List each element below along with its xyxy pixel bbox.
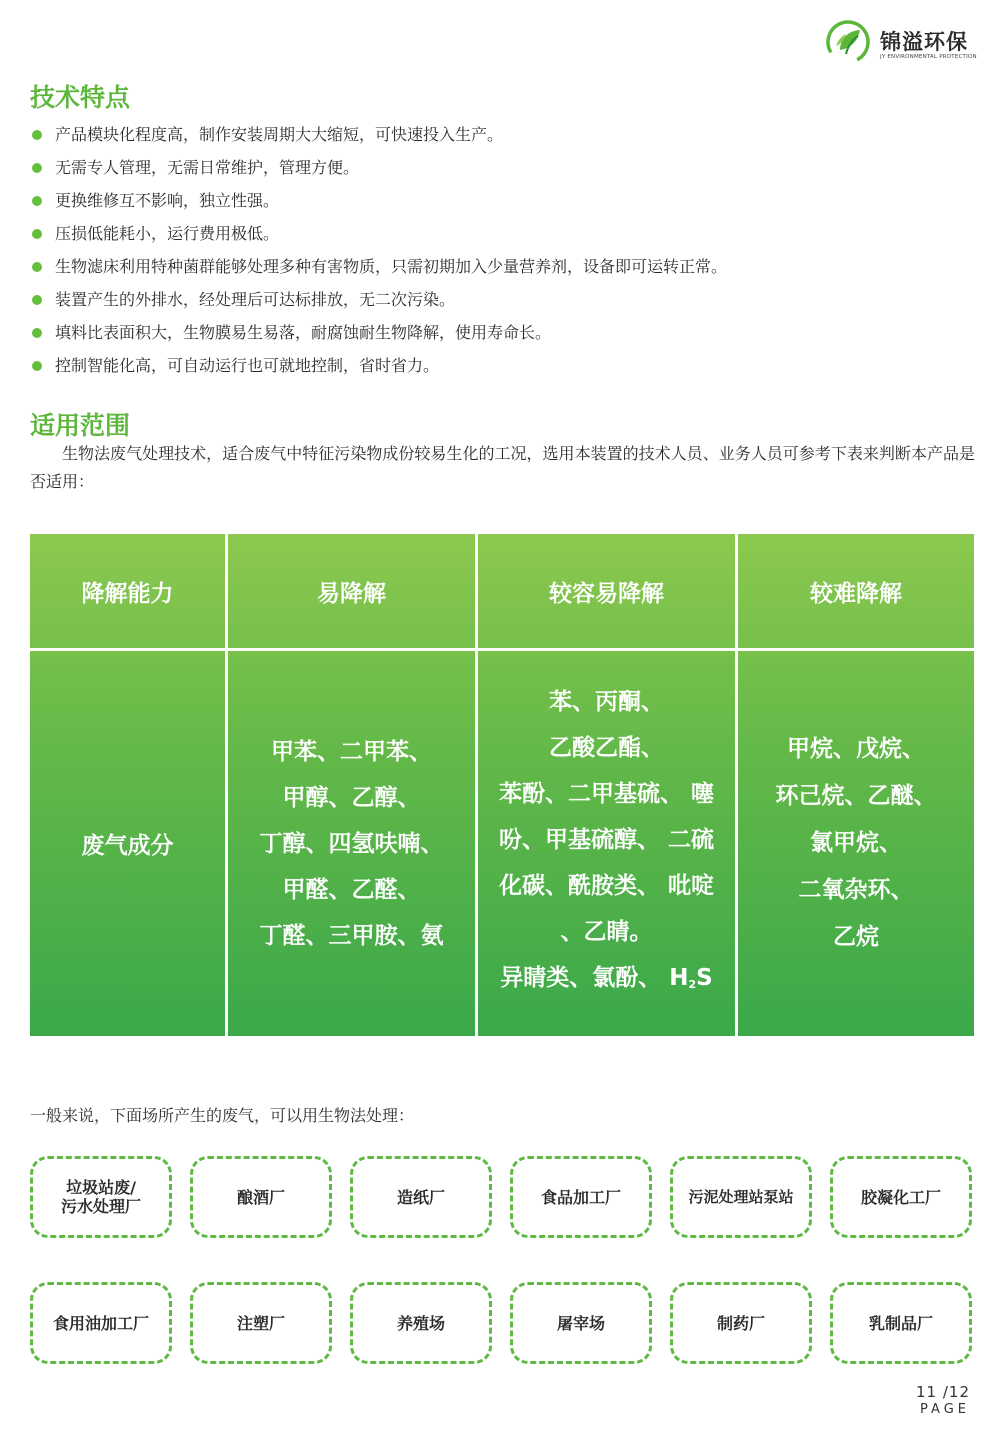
- bullet-icon: [32, 229, 42, 239]
- application-chip: 造纸厂: [350, 1156, 492, 1238]
- degradation-table: [30, 534, 974, 1036]
- table-header-cell: 较难降解: [810, 580, 902, 607]
- feature-item: 填料比表面积大，生物膜易生易落，耐腐蚀耐生物降解，使用寿命长。: [30, 316, 970, 349]
- page-number: 11 /12: [916, 1383, 970, 1401]
- application-chip: 制药厂: [670, 1282, 812, 1364]
- bullet-icon: [32, 295, 42, 305]
- application-chip: 垃圾站废/ 污水处理厂: [30, 1156, 172, 1238]
- table-header-cell: 易降解: [317, 580, 386, 607]
- brand-logo: [826, 20, 976, 66]
- brand-name-en: JY ENVIRONMENTAL PROTECTION: [880, 54, 977, 60]
- table-cell-easy: 甲苯、二甲苯、 甲醇、乙醇、 丁醇、四氢呋喃、 甲醛、乙醛、 丁醛、三甲胺、氨: [259, 738, 444, 949]
- applications-intro: 一般来说，下面场所产生的废气，可以用生物法处理：: [30, 1106, 415, 1125]
- brand-name-cn: 锦溢环保: [880, 30, 968, 54]
- application-chip: 污泥处理站泵站: [670, 1156, 812, 1238]
- bullet-icon: [32, 262, 42, 272]
- bullet-icon: [32, 130, 42, 140]
- scope-title: 适用范围: [30, 411, 131, 440]
- bullet-icon: [32, 196, 42, 206]
- feature-item: 生物滤床利用特种菌群能够处理多种有害物质，只需初期加入少量营养剂，设备即可运转正常。: [30, 250, 970, 283]
- feature-item: 压损低能耗小，运行费用极低。: [30, 217, 970, 250]
- features-title: 技术特点: [30, 83, 131, 112]
- feature-item: 装置产生的外排水，经处理后可达标排放，无二次污染。: [30, 283, 970, 316]
- feature-item: 产品模块化程度高，制作安装周期大大缩短，可快速投入生产。: [30, 118, 970, 151]
- feature-item: 更换维修互不影响，独立性强。: [30, 184, 970, 217]
- table-row-label: 废气成分: [81, 833, 174, 859]
- page-label: PAGE: [920, 1402, 970, 1417]
- application-chip: 食用油加工厂: [30, 1282, 172, 1364]
- application-chip: 屠宰场: [510, 1282, 652, 1364]
- bullet-icon: [32, 328, 42, 338]
- table-header-cell: 较容易降解: [549, 580, 664, 607]
- feature-item: 无需专人管理，无需日常维护，管理方便。: [30, 151, 970, 184]
- application-chip: 食品加工厂: [510, 1156, 652, 1238]
- table-header-cell: 降解能力: [81, 580, 174, 607]
- bullet-icon: [32, 361, 42, 371]
- h2s-line: 异睛类、氯酚、 $H_2S$: [500, 965, 713, 991]
- bullet-icon: [32, 163, 42, 173]
- table-cell-medium: 苯、丙酮、 乙酸乙酯、 苯酚、二甲基硫、 噻 吩、甲基硫醇、 二硫 化碳、酰胺类、 吡啶 、乙睛。 异睛类、氯酚、 $H_2S$: [478, 651, 735, 1036]
- leaf-logo-icon: [826, 20, 870, 64]
- application-chip: 胶凝化工厂: [830, 1156, 972, 1238]
- table-cell-hard: 甲烷、戊烷、 环己烷、乙醚、 氯甲烷、 二氧杂环、 乙烷: [775, 736, 937, 950]
- application-chip: 注塑厂: [190, 1282, 332, 1364]
- application-chip: 养殖场: [350, 1282, 492, 1364]
- features-list: [30, 118, 970, 382]
- application-chip: 酿酒厂: [190, 1156, 332, 1238]
- application-chip: 乳制品厂: [830, 1282, 972, 1364]
- scope-intro: 生物法废气处理技术，适合废气中特征污染物成份较易生化的工况，选用本装置的技术人员、业务人员可参考下表来判断本产品是否适用：: [30, 444, 975, 491]
- feature-item: 控制智能化高，可自动运行也可就地控制，省时省力。: [30, 349, 970, 382]
